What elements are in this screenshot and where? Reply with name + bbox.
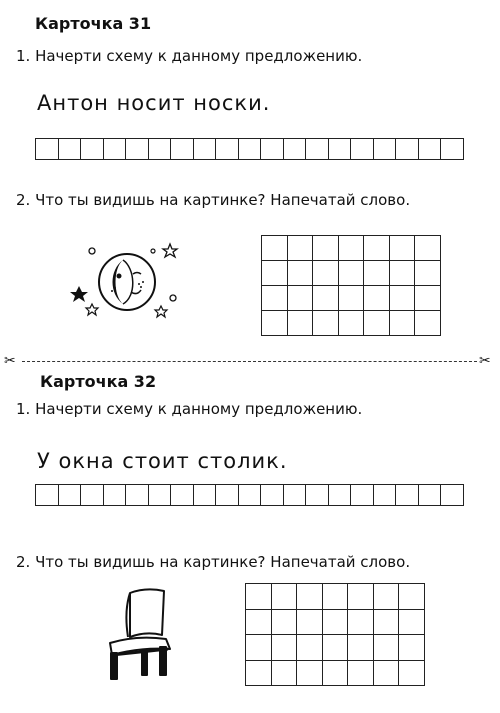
grid-cell[interactable] (348, 584, 374, 610)
scheme-cell[interactable] (441, 484, 464, 506)
grid-cell[interactable] (313, 261, 339, 286)
grid-cell[interactable] (313, 236, 339, 261)
scheme-cell[interactable] (104, 138, 127, 160)
grid-cell[interactable] (415, 236, 441, 261)
card-31-task-1: 1. Начерти схему к данному предложению. (16, 47, 363, 65)
grid-cell[interactable] (246, 609, 272, 635)
star-icon (86, 304, 98, 315)
card-31-sentence-scheme-strip[interactable] (35, 138, 464, 160)
scheme-cell[interactable] (284, 138, 307, 160)
grid-cell[interactable] (348, 635, 374, 661)
grid-row (262, 261, 441, 286)
grid-cell[interactable] (287, 286, 313, 311)
scheme-cell[interactable] (396, 484, 419, 506)
scheme-cell[interactable] (149, 484, 172, 506)
grid-cell[interactable] (373, 635, 399, 661)
scheme-cell[interactable] (351, 484, 374, 506)
grid-cell[interactable] (287, 261, 313, 286)
grid-cell[interactable] (271, 609, 297, 635)
grid-cell[interactable] (338, 311, 364, 336)
star-icon (70, 286, 88, 302)
scheme-cell[interactable] (194, 138, 217, 160)
scheme-cell[interactable] (351, 138, 374, 160)
scheme-cell[interactable] (59, 484, 82, 506)
scheme-cell[interactable] (239, 138, 262, 160)
grid-cell[interactable] (313, 311, 339, 336)
grid-cell[interactable] (262, 236, 288, 261)
grid-cell[interactable] (262, 286, 288, 311)
scheme-cell[interactable] (171, 138, 194, 160)
grid-cell[interactable] (271, 635, 297, 661)
card-31-letter-grid[interactable] (261, 235, 441, 336)
scheme-cell[interactable] (36, 484, 59, 506)
scheme-cell[interactable] (306, 484, 329, 506)
scheme-cell[interactable] (261, 484, 284, 506)
scissors-icon: ✂ (479, 353, 491, 369)
scheme-cell[interactable] (171, 484, 194, 506)
cut-line (22, 361, 477, 362)
grid-cell[interactable] (287, 311, 313, 336)
grid-cell[interactable] (364, 261, 390, 286)
grid-cell[interactable] (287, 236, 313, 261)
grid-cell[interactable] (297, 635, 323, 661)
card-32-sentence: У окна стоит столик. (37, 449, 288, 473)
scheme-cell[interactable] (216, 138, 239, 160)
scheme-cell[interactable] (329, 484, 352, 506)
scheme-cell[interactable] (396, 138, 419, 160)
grid-cell[interactable] (399, 635, 425, 661)
grid-cell[interactable] (322, 635, 348, 661)
card-31-sentence: Антон носит носки. (37, 91, 271, 115)
scheme-cell[interactable] (216, 484, 239, 506)
card-32-sentence-scheme-strip[interactable] (35, 484, 464, 506)
scheme-cell[interactable] (126, 484, 149, 506)
grid-cell[interactable] (322, 660, 348, 686)
grid-row (246, 660, 425, 686)
chair-picture (100, 585, 180, 685)
scheme-cell[interactable] (149, 138, 172, 160)
scheme-cell[interactable] (419, 138, 442, 160)
scheme-cell[interactable] (441, 138, 464, 160)
grid-cell[interactable] (246, 635, 272, 661)
grid-cell[interactable] (373, 660, 399, 686)
grid-cell[interactable] (297, 609, 323, 635)
grid-cell[interactable] (373, 609, 399, 635)
scheme-cell[interactable] (306, 138, 329, 160)
scheme-cell[interactable] (329, 138, 352, 160)
grid-cell[interactable] (262, 261, 288, 286)
scissors-icon: ✂ (4, 353, 16, 369)
grid-cell[interactable] (246, 660, 272, 686)
grid-row (262, 286, 441, 311)
scheme-cell[interactable] (59, 138, 82, 160)
grid-cell[interactable] (348, 609, 374, 635)
card-32-letter-grid[interactable] (245, 583, 425, 686)
grid-row (246, 609, 425, 635)
scheme-cell[interactable] (284, 484, 307, 506)
grid-cell[interactable] (399, 584, 425, 610)
card-32-task-1: 1. Начерти схему к данному предложению. (16, 400, 363, 418)
grid-cell[interactable] (262, 311, 288, 336)
grid-cell[interactable] (373, 584, 399, 610)
grid-cell[interactable] (415, 286, 441, 311)
grid-cell[interactable] (415, 311, 441, 336)
scheme-cell[interactable] (374, 138, 397, 160)
scheme-cell[interactable] (81, 484, 104, 506)
scheme-cell[interactable] (36, 138, 59, 160)
grid-cell[interactable] (389, 286, 415, 311)
star-icon (163, 244, 177, 257)
card-32-title: Карточка 32 (40, 372, 157, 391)
scheme-cell[interactable] (81, 138, 104, 160)
scheme-cell[interactable] (374, 484, 397, 506)
scheme-cell[interactable] (261, 138, 284, 160)
chair-icon (110, 589, 170, 679)
grid-row (246, 635, 425, 661)
grid-cell[interactable] (389, 236, 415, 261)
grid-row (262, 311, 441, 336)
moon-stars-picture (65, 238, 190, 328)
card-31-task-2: 2. Что ты видишь на картинке? Напечатай слово. (16, 191, 411, 209)
grid-cell[interactable] (313, 286, 339, 311)
grid-cell[interactable] (322, 584, 348, 610)
scheme-cell[interactable] (239, 484, 262, 506)
grid-cell[interactable] (399, 660, 425, 686)
grid-row (262, 236, 441, 261)
grid-cell[interactable] (297, 584, 323, 610)
small-circle-star-icon (89, 248, 95, 254)
grid-cell[interactable] (246, 584, 272, 610)
scheme-cell[interactable] (126, 138, 149, 160)
scheme-cell[interactable] (194, 484, 217, 506)
card-32-task-2: 2. Что ты видишь на картинке? Напечатай слово. (16, 553, 411, 571)
scheme-cell[interactable] (104, 484, 127, 506)
grid-cell[interactable] (297, 660, 323, 686)
grid-cell[interactable] (338, 286, 364, 311)
grid-cell[interactable] (389, 261, 415, 286)
grid-cell[interactable] (271, 584, 297, 610)
grid-cell[interactable] (322, 609, 348, 635)
grid-cell[interactable] (399, 609, 425, 635)
grid-cell[interactable] (348, 660, 374, 686)
grid-cell[interactable] (271, 660, 297, 686)
grid-cell[interactable] (364, 311, 390, 336)
star-icon (155, 306, 167, 317)
grid-cell[interactable] (338, 261, 364, 286)
grid-cell[interactable] (389, 311, 415, 336)
grid-cell[interactable] (364, 236, 390, 261)
grid-cell[interactable] (415, 261, 441, 286)
card-31-title: Карточка 31 (35, 14, 152, 33)
scheme-cell[interactable] (419, 484, 442, 506)
grid-cell[interactable] (338, 236, 364, 261)
grid-cell[interactable] (364, 286, 390, 311)
grid-row (246, 584, 425, 610)
